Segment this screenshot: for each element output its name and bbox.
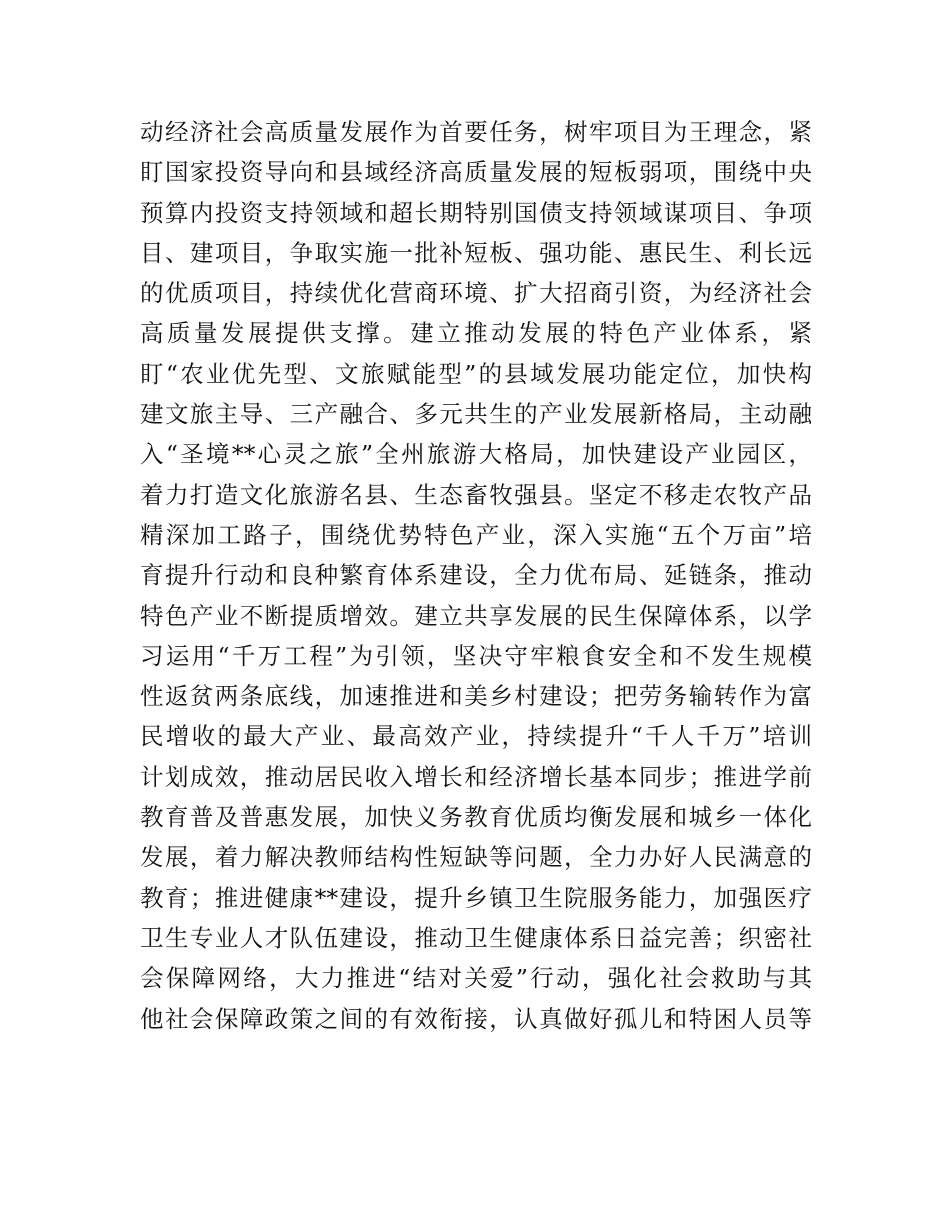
text-line: 预算内投资支持领域和超长期特别国债支持领域谋项目、争项 <box>140 198 812 227</box>
text-line: 会保障网络，大力推进“结对关爱”行动，强化社会救助与其 <box>140 964 812 993</box>
text-line: 建文旅主导、三产融合、多元共生的产业发展新格局，主动融 <box>140 400 812 429</box>
text-line: 着力打造文化旅游名县、生态畜牧强县。坚定不移走农牧产品 <box>140 480 812 509</box>
text-line: 盯国家投资导向和县域经济高质量发展的短板弱项，围绕中央 <box>140 158 812 187</box>
text-line: 计划成效，推动居民收入增长和经济增长基本同步；推进学前 <box>140 762 812 791</box>
text-line: 民增收的最大产业、最高效产业，持续提升“千人千万”培训 <box>140 722 812 751</box>
text-line: 特色产业不断提质增效。建立共享发展的民生保障体系，以学 <box>140 601 812 630</box>
text-line: 发展，着力解决教师结构性短缺等问题，全力办好人民满意的 <box>140 843 812 872</box>
text-line: 教育普及普惠发展，加快义务教育优质均衡发展和城乡一体化 <box>140 803 812 832</box>
text-line: 的优质项目，持续优化营商环境、扩大招商引资，为经济社会 <box>140 279 812 308</box>
text-line: 卫生专业人才队伍建设，推动卫生健康体系日益完善；织密社 <box>140 923 812 952</box>
text-line: 教育；推进健康**建设，提升乡镇卫生院服务能力，加强医疗 <box>140 883 812 912</box>
body-paragraph <box>140 112 812 1039</box>
text-line: 目、建项目，争取实施一批补短板、强功能、惠民生、利长远 <box>140 238 812 267</box>
text-line: 盯“农业优先型、文旅赋能型”的县域发展功能定位，加快构 <box>140 359 812 388</box>
text-line: 动经济社会高质量发展作为首要任务，树牢项目为王理念，紧 <box>140 118 812 146</box>
text-line: 他社会保障政策之间的有效衔接，认真做好孤儿和特困人员等 <box>140 1004 812 1033</box>
text-line: 性返贫两条底线，加速推进和美乡村建设；把劳务输转作为富 <box>140 682 812 711</box>
text-line: 习运用“千万工程”为引领，坚决守牢粮食安全和不发生规模 <box>140 641 812 670</box>
text-line: 精深加工路子，围绕优势特色产业，深入实施“五个万亩”培 <box>140 520 812 549</box>
text-line: 育提升行动和良种繁育体系建设，全力优布局、延链条，推动 <box>140 561 812 590</box>
text-line: 入“圣境**心灵之旅”全州旅游大格局，加快建设产业园区， <box>140 440 812 469</box>
text-line: 高质量发展提供支撑。建立推动发展的特色产业体系，紧 <box>140 319 812 348</box>
